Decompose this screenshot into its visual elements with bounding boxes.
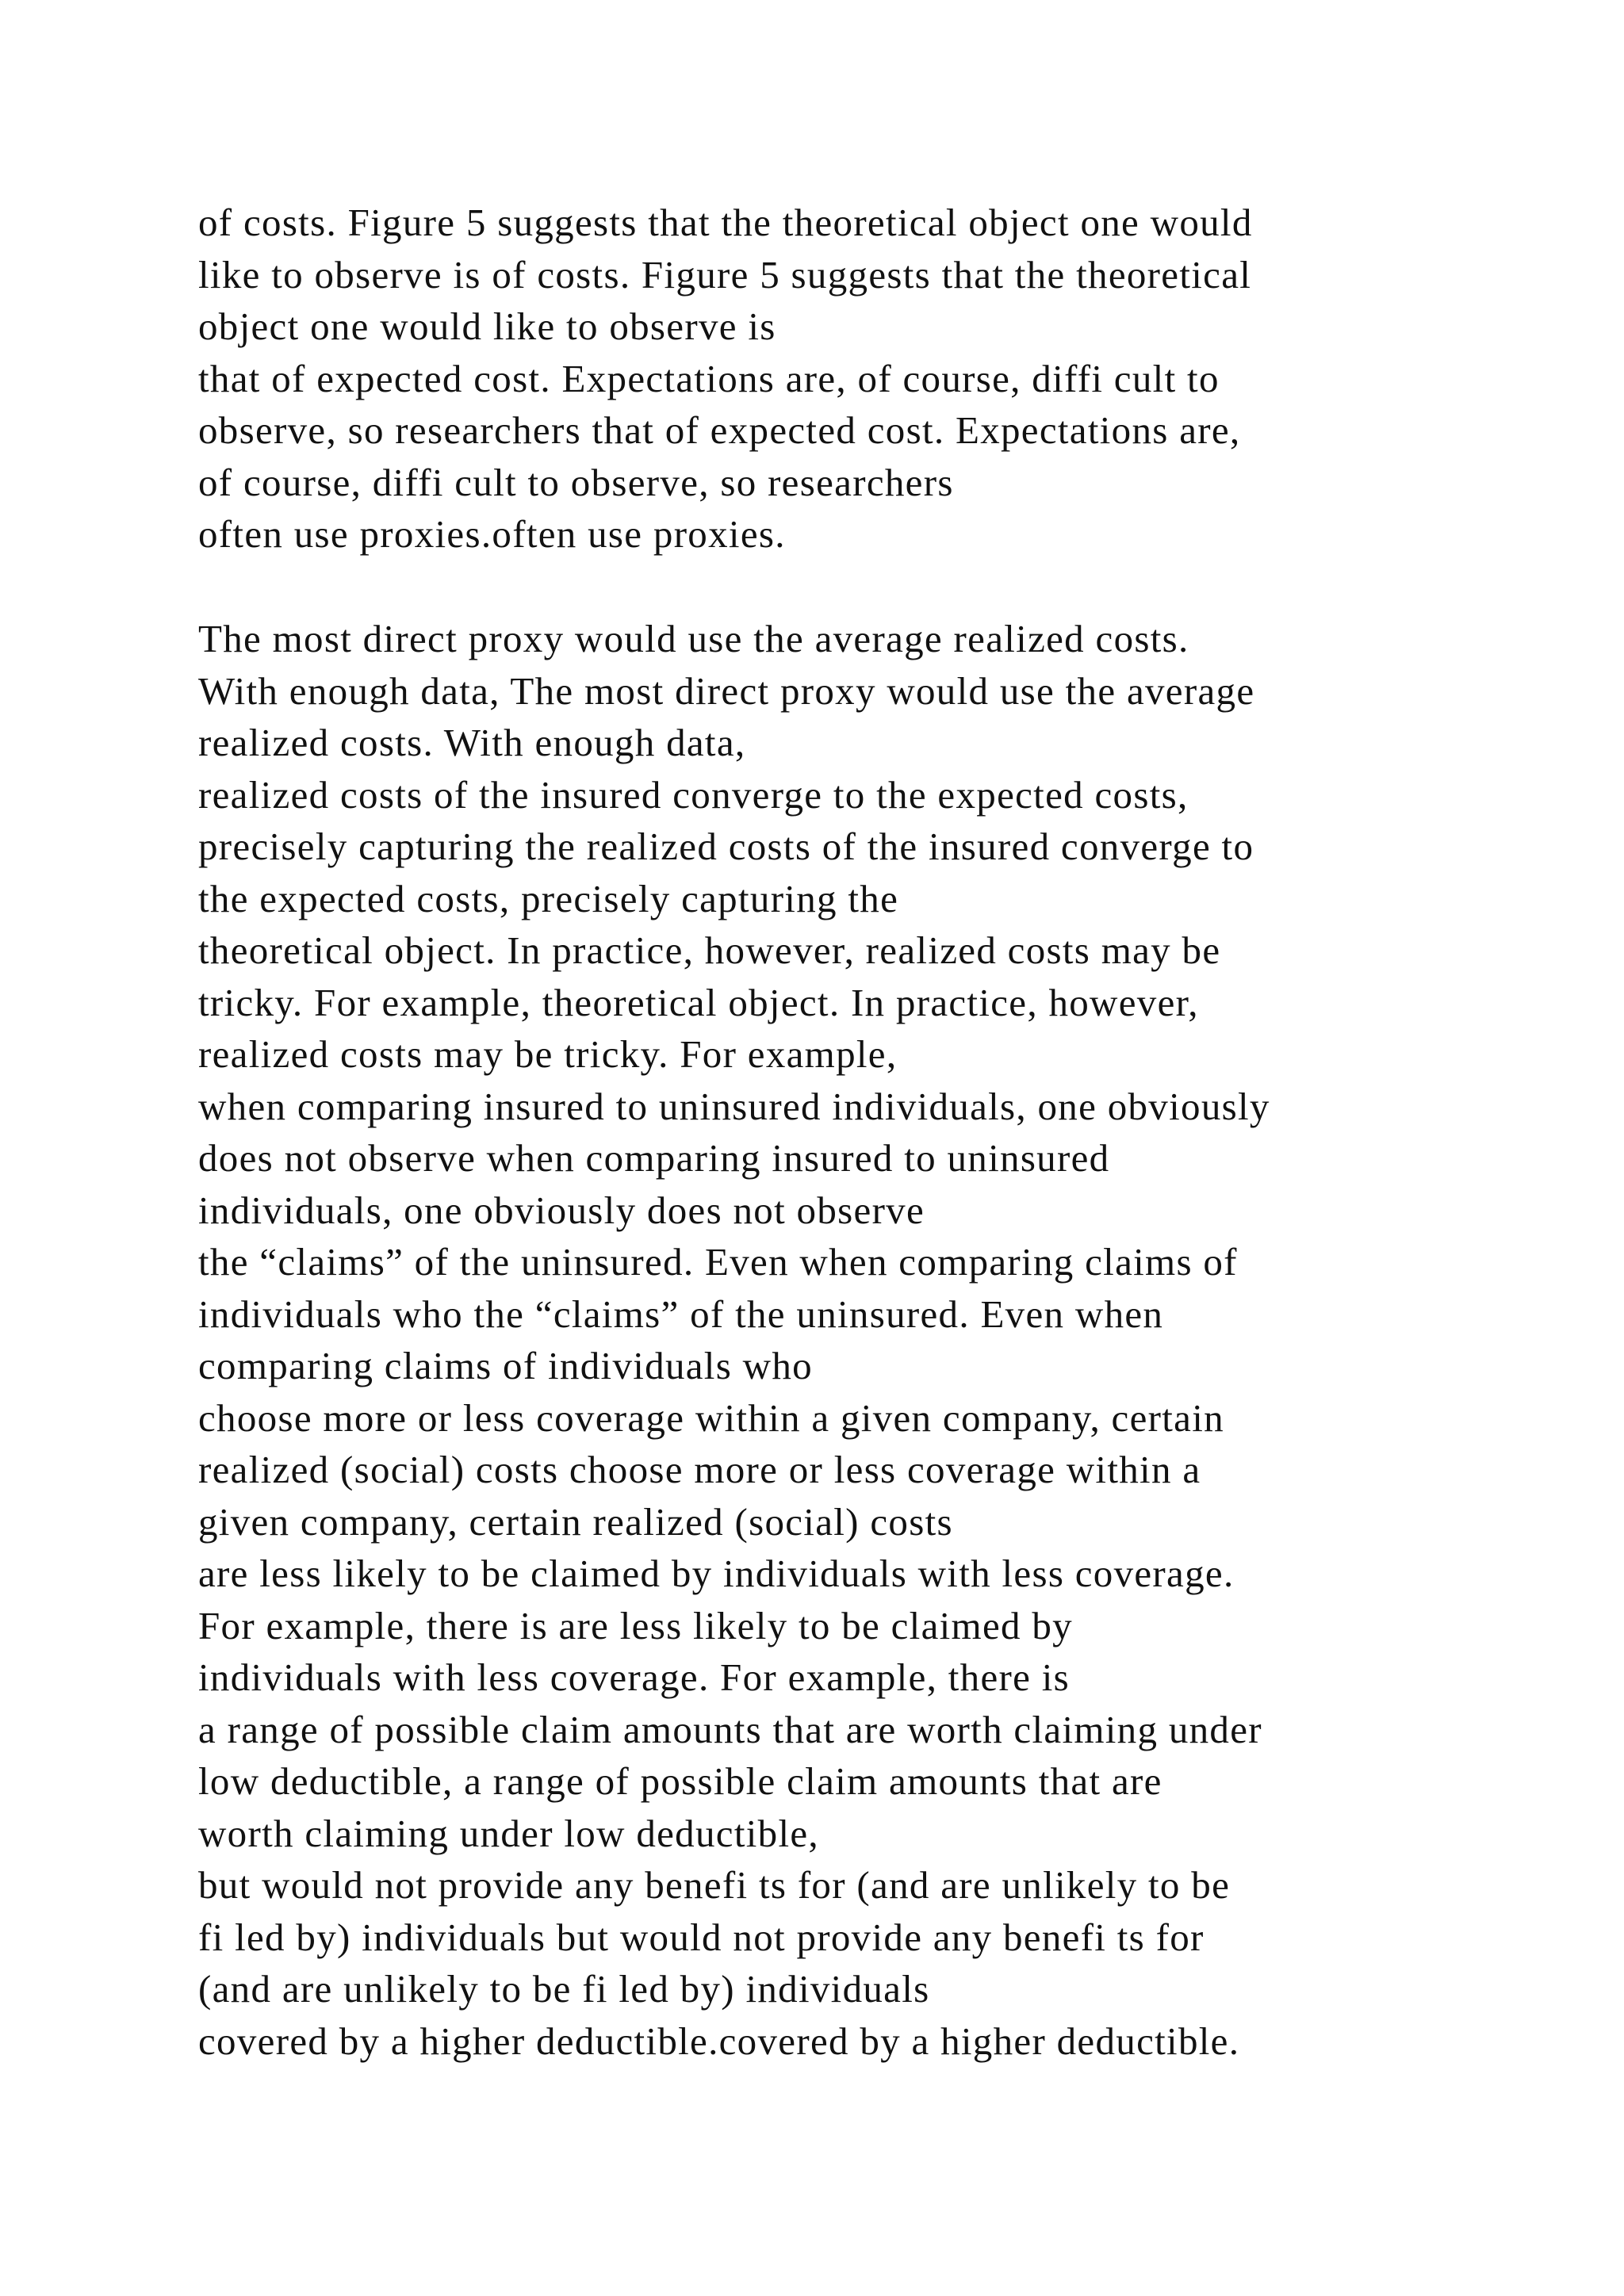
paragraph-1: [198, 197, 1515, 561]
text-line: comparing claims of individuals who: [198, 1344, 813, 1387]
text-line: realized costs may be tricky. For example,: [198, 1032, 898, 1076]
text-line: precisely capturing the realized costs of the insured converge to: [198, 825, 1254, 868]
text-line: theoretical object. In practice, however, realized costs may be: [198, 928, 1221, 972]
text-line: of costs. Figure 5 suggests that the theoretical object one would: [198, 201, 1253, 244]
text-line: are less likely to be claimed by individuals with less coverage.: [198, 1552, 1235, 1595]
text-line: fi led by) individuals but would not provide any benefi ts for: [198, 1915, 1205, 1959]
paragraph-2: [198, 613, 1515, 2067]
text-line: individuals, one obviously does not observe: [198, 1188, 925, 1232]
text-line: the “claims” of the uninsured. Even when comparing claims of: [198, 1240, 1238, 1284]
text-line: realized costs of the insured converge to the expected costs,: [198, 772, 1189, 817]
text-line: individuals who the “claims” of the uninsured. Even when: [198, 1292, 1164, 1336]
text-line: For example, there is are less likely to be claimed by: [198, 1603, 1073, 1647]
text-line: given company, certain realized (social) costs: [198, 1499, 953, 1544]
text-line: individuals with less coverage. For example, there is: [198, 1655, 1070, 1699]
text-line: that of expected cost. Expectations are, of course, diffi cult to: [198, 356, 1220, 400]
text-line: like to observe is of costs. Figure 5 suggests that the theoretical: [198, 252, 1252, 297]
text-line: object one would like to observe is: [198, 304, 776, 348]
text-line: worth claiming under low deductible,: [198, 1811, 819, 1855]
text-line: (and are unlikely to be fi led by) individuals: [198, 1967, 930, 2011]
text-line: but would not provide any benefi ts for (and are unlikely to be: [198, 1863, 1231, 1907]
text-line: when comparing insured to uninsured individuals, one obviously: [198, 1084, 1270, 1128]
text-line: tricky. For example, theoretical object. In practice, however,: [198, 980, 1199, 1024]
text-line: The most direct proxy would use the average realized costs.: [198, 617, 1189, 660]
text-line: With enough data, The most direct proxy would use the average: [198, 668, 1255, 713]
text-line: often use proxies.often use proxies.: [198, 512, 786, 556]
text-line: covered by a higher deductible.covered by a higher deductible.: [198, 2019, 1240, 2063]
text-line: the expected costs, precisely capturing the: [198, 876, 899, 920]
text-line: low deductible, a range of possible claim amounts that are: [198, 1759, 1162, 1803]
text-line: choose more or less coverage within a given company, certain: [198, 1395, 1224, 1440]
text-line: does not observe when comparing insured to uninsured: [198, 1136, 1110, 1180]
text-line: realized costs. With enough data,: [198, 721, 746, 764]
text-line: realized (social) costs choose more or less coverage within a: [198, 1448, 1201, 1491]
text-line: observe, so researchers that of expected cost. Expectations are,: [198, 408, 1241, 452]
text-line: of course, diffi cult to observe, so researchers: [198, 460, 954, 504]
text-line: a range of possible claim amounts that are worth claiming under: [198, 1707, 1262, 1751]
